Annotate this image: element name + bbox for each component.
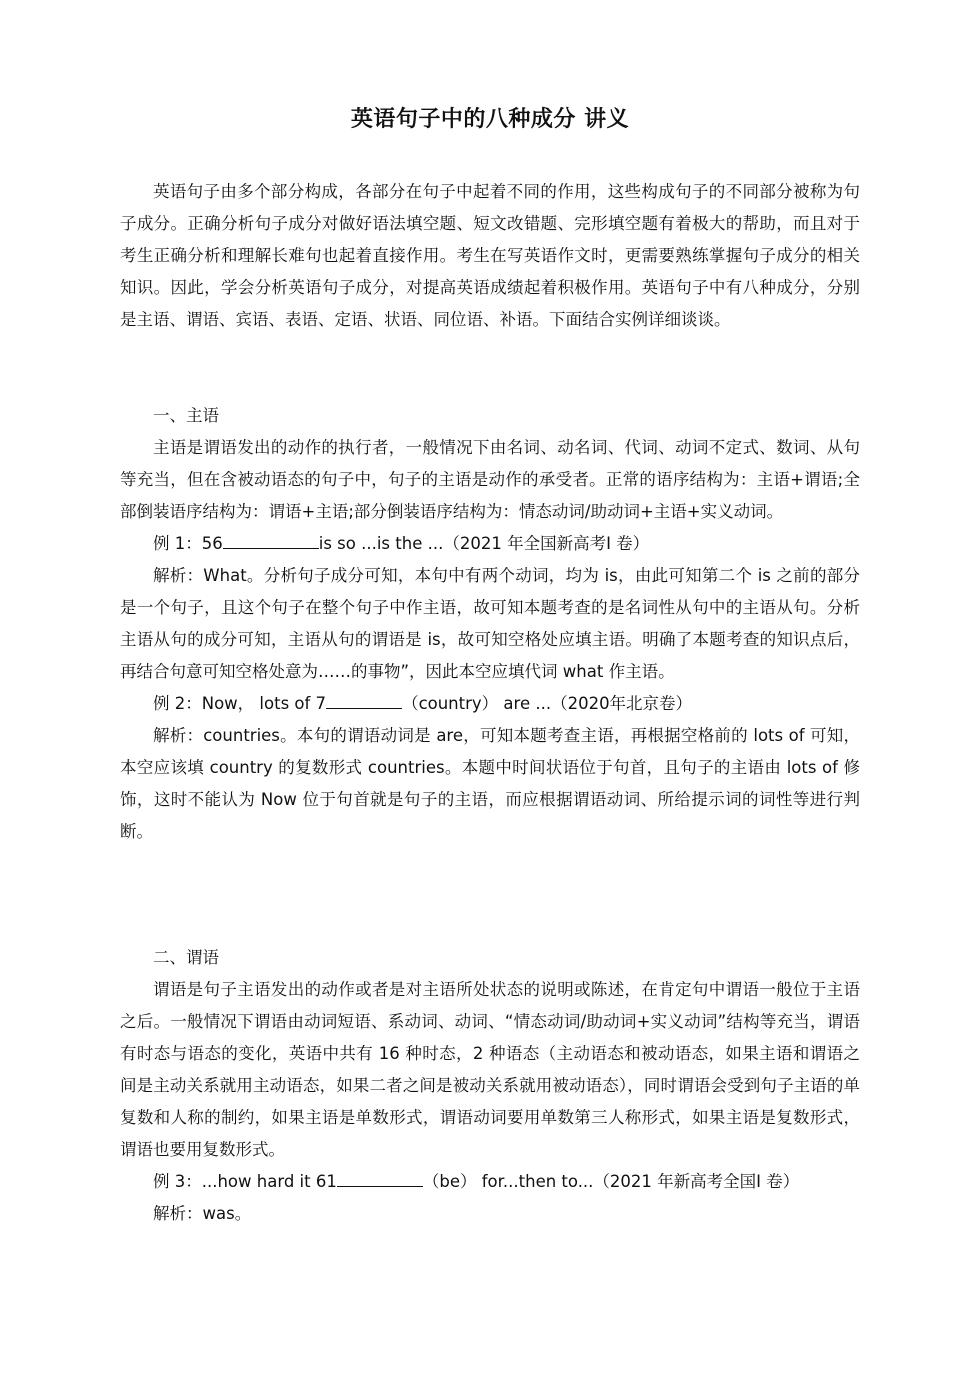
example-2-analysis: 解析：countries。本句的谓语动词是 are，可知本题考查主语，再根据空格前的 lots of 可知，本空应该填 country 的复数形式 countries。本题中时间状语位于句首，且句子的主语由 lots of 修饰，这时不能认为 Now 位于句首就是句子的主语，而应根据谓语动词、所给提示词的词性等进行判断。 — [120, 726, 860, 841]
answer-blank — [337, 1168, 423, 1187]
example-3-suffix: （be） for...then to...（2021 年新高考全国Ⅰ 卷） — [422, 1172, 800, 1191]
example-1-prefix: 例 1：56 — [153, 534, 223, 553]
section-predicate-body: 谓语是句子主语发出的动作或者是对主语所处状态的说明或陈述，在肯定句中谓语一般位于主语之后。一般情况下谓语由动词短语、系动词、动词、“情态动词/助动词+实义动词”结构等充当，谓语有时态与语态的变化，英语中共有 16 种时态，2 种语态（主动语态和被动语态，如果主语和谓语之间是主动关系就用主动语态，如果二者之间是被动关系就用被动语态），同时谓语会受到句子主语的单复数和人称的制约，如果主语是单数形式，谓语动词要用单数第三人称形式，如果主语是复数形式，谓语也要用复数形式。 — [120, 980, 860, 1159]
example-2-prefix: 例 2：Now， lots of 7 — [153, 694, 327, 713]
answer-blank — [326, 690, 402, 709]
example-2 — [120, 688, 860, 720]
section-heading-predicate: 二、谓语 — [153, 948, 219, 967]
example-1 — [120, 528, 860, 560]
intro-block — [120, 176, 860, 336]
document-title: 英语句子中的八种成分 讲义 — [350, 107, 630, 132]
section-predicate — [120, 942, 860, 1230]
answer-blank — [223, 530, 319, 549]
intro-paragraph: 英语句子由多个部分构成，各部分在句子中起着不同的作用，这些构成句子的不同部分被称为句子成分。正确分析句子成分对做好语法填空题、短文改错题、完形填空题有着极大的帮助，而且对于考生正确分析和理解长难句也起着直接作用。考生在写英语作文时，更需要熟练掌握句子成分的相关知识。因此，学会分析英语句子成分，对提高英语成绩起着积极作用。英语句子中有八种成分，分别是主语、谓语、宾语、表语、定语、状语、同位语、补语。下面结合实例详细谈谈。 — [120, 182, 860, 329]
example-3 — [120, 1166, 860, 1198]
example-1-analysis: 解析：What。分析句子成分可知，本句中有两个动词，均为 is，由此可知第二个 is 之前的部分是一个句子，且这个句子在整个句子中作主语，故可知本题考查的是名词性从句中的主语从句。分析主语从句的成分可知，主语从句的谓语是 is，故可知空格处应填主语。明确了本题考查的知识点后，再结合句意可知空格处意为……的事物”，因此本空应填代词 what 作主语。 — [120, 566, 860, 681]
example-2-suffix: （country） are ...（2020年北京卷） — [402, 694, 693, 713]
section-heading-subject: 一、主语 — [153, 406, 219, 425]
section-subject-body: 主语是谓语发出的动作的执行者，一般情况下由名词、动名词、代词、动词不定式、数词、从句等充当，但在含被动语态的句子中，句子的主语是动作的承受者。正常的语序结构为：主语+谓语;全部倒装语序结构为：谓语+主语;部分倒装语序结构为：情态动词/助动词+主语+实义动词。 — [120, 438, 860, 521]
example-3-analysis: 解析：was。 — [153, 1204, 252, 1223]
section-subject — [120, 400, 860, 848]
example-3-prefix: 例 3：...how hard it 61 — [153, 1172, 337, 1191]
example-1-suffix: is so ...is the ...（2021 年全国新高考Ⅰ 卷） — [318, 534, 650, 553]
